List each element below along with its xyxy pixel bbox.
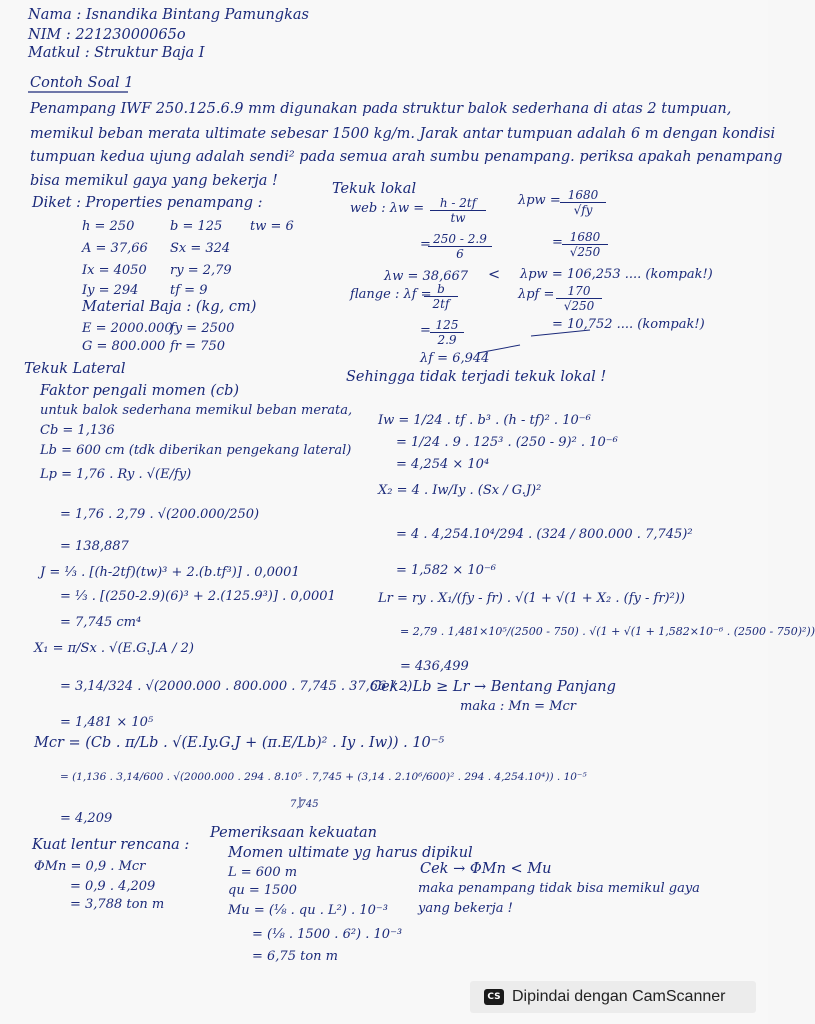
j-substitution: = ⅓ . [(250-2.9)(6)³ + 2.(125.9³)] . 0,0001 [60, 589, 336, 604]
prop-fy: fy = 2500 [170, 321, 235, 336]
prop-Sx: Sx = 324 [170, 241, 231, 256]
problem-line-4: bisa memikul gaya yang bekerja ! [30, 173, 278, 189]
x2-substitution: = 4 . 4,254.10⁴/294 . (324 / 800.000 . 7,745)² [396, 527, 693, 542]
x1-formula: X₁ = π/Sx . √(E.G.J.A / 2) [34, 641, 194, 656]
camscanner-badge [470, 981, 756, 1013]
scanned-page: Nama : Isnandika Bintang Pamungkas NIM : 22123000065o Matkul : Struktur Baja I Contoh Soal 1 Penampang IWF 250.125.6.9 mm digunakan pada struktur balok sederhana di atas 2 tumpuan, memikul beban merata ultimate sebesar 1500 kg/m. Jarak antar tumpuan adalah 6 m dengan kondisi tumpuan kedua ujung adalah sendi² pada semua arah sumbu penampang. periksa apakah penampang bisa memikul gaya yang bekerja ! Diket : Properties penampang : h = 250 b = 125 tw = 6 A = 37,66 Sx = 324 Ix = 4050 ry = 2,79 Iy = 294 tf = 9 Material Baja : (kg, cm) E = 2000.000 fy = 2500 G = 800.000 fr = 750 Tekuk lokal web : λw = $\frac{h - 2tf}{tw}$ = $\frac{250 - 2.9}{6}$ λw = 38,667 < λpw = $\frac{1680}{√fy}$ = $\frac{1680}{√250}$ λpw = 106,253 .... (kompak!) flange : λf = $\frac{b}{2tf}$ = $\frac{125}{2.9}$ λf = 6,944 λpf = $\frac{170}{√250}$ = 10,752 .... (kompak!) Sehingga tidak terjadi tekuk lokal ! Tekuk Lateral Faktor pengali momen (cb) untuk balok sederhana memikul beban merata, Cb = 1,136 Lb = 600 cm (tdk diberikan pengekang lateral) Lp = 1,76 . Ry . √(E/fy) = 1,76 . 2,79 . √(200.000/250) = 138,887 J = ⅓ . [(h-2tf)(tw)³ + 2.(b.tf³)] . 0,0001 = ⅓ . [(250-2.9)(6)³ + 2.(125.9³)] . 0,0001 = 7,745 cm⁴ X₁ = π/Sx . √(E.G.J.A / 2) = 3,14/324 . √(2000.000 . 800.000 . 7,745 . 37,66 / 2) = 1,481 × 10⁵ Iw = 1/24 . tf . b³ . (h - tf)² . 10⁻⁶ = 1/24 . 9 . 125³ . (250 - 9)² . 10⁻⁶ = 4,254 × 10⁴ X₂ = 4 . Iw/Iy . (Sx / G.J)² = 4 . 4,254.10⁴/294 . (324 / 800.000 . 7,745)² = 1,582 × 10⁻⁶ Lr = ry . X₁/(fy - fr) . √(1 + √(1 + X₂ . (fy - fr)²)) = 2,79 . 1,481×10⁵/(2500 - 750) . √(1 + √(1 + 1,582×10⁻⁶ . (2500 - 750)²)) = 436,499 Cek : Lb ≥ Lr → Bentang Panjang maka : Mn = Mcr Mcr = (Cb . π/Lb . √(E.Iy.G.J + (π.E/Lb)² . Iy . Iw)) . 10⁻⁵ = (1,136 . 3,14/600 . √(2000.000 . 294 . 8.10⁵ . 7,745 + (3,14 . 2.10⁶/600)² . 294 . 4,254.10⁴)) . 10⁻⁵ 7,745 = 4,209 Kuat lentur rencana : ΦMn = 0,9 . Mcr = 0,9 . 4,209 = 3,788 ton m Pemeriksaan kekuatan Momen ultimate yg harus dipikul L = 600 m qu = 1500 Mu = (⅛ . qu . L²) . 10⁻³ = (⅛ . 1500 . 6²) . 10⁻³ = 6,75 ton m Cek → ΦMn < Mu maka penampang tidak bisa memikul gaya yang bekerja ! CS Dipindai dengan CamScanner [0, 0, 768, 1024]
mcr-substitution: = (1,136 . 3,14/600 . √(2000.000 . 294 . 8.10⁵ . 7,745 + (3,14 . 2.10⁶/600)² . 294 . 4,254.10⁴)) . 10⁻⁵ [60, 771, 587, 783]
lb-value: Lb = 600 cm (tdk diberikan pengekang lateral) [40, 443, 352, 458]
prop-Ix: Ix = 4050 [82, 263, 147, 278]
mcr-result: = 4,209 [60, 811, 113, 826]
iw-result: = 4,254 × 10⁴ [396, 457, 490, 472]
conclusion-line-1: maka penampang tidak bisa memikul gaya [418, 881, 700, 896]
x2-formula: X₂ = 4 . Iw/Iy . (Sx / G.J)² [378, 483, 542, 498]
kekuatan-line-6: = 6,75 ton m [252, 949, 338, 964]
maka-mn: maka : Mn = Mcr [460, 699, 576, 714]
kekuatan-line-3: qu = 1500 [228, 883, 297, 898]
kuat-line-1: ΦMn = 0,9 . Mcr [34, 859, 146, 874]
kekuatan-line-1: Momen ultimate yg harus dipikul [228, 845, 473, 861]
flange-fraction: $\frac{b}{2tf}$ [424, 282, 458, 311]
diket-title: Diket : Properties penampang : [32, 195, 263, 211]
lateral-title: Tekuk Lateral [24, 361, 126, 377]
cek-bentang: Cek : Lb ≥ Lr → Bentang Panjang [370, 679, 616, 695]
problem-line-3: tumpuan kedua ujung adalah sendi² pada semua arah sumbu penampang. periksa apakah penampang [30, 149, 783, 165]
problem-line-2: memikul beban merata ultimate sebesar 1500 kg/m. Jarak antar tumpuan adalah 6 m dengan kondisi [30, 126, 776, 142]
mcr-formula: Mcr = (Cb . π/Lb . √(E.Iy.G.J + (π.E/Lb)² . Iy . Iw)) . 10⁻⁵ [34, 735, 445, 751]
prop-A: A = 37,66 [82, 241, 148, 256]
course-name: Matkul : Struktur Baja I [28, 45, 205, 61]
lokal-title: Tekuk lokal [332, 181, 417, 197]
lpw-sub-fraction: $\frac{1680}{√250}$ [562, 230, 608, 259]
prop-E: E = 2000.000 [82, 321, 173, 336]
web-fraction: $\frac{h - 2tf}{tw}$ [430, 196, 486, 225]
lp-formula: Lp = 1,76 . Ry . √(E/fy) [40, 467, 192, 482]
flange-sub-fraction: $\frac{125}{2.9}$ [430, 318, 464, 347]
lr-substitution: = 2,79 . 1,481×10⁵/(2500 - 750) . √(1 + √(1 + 1,582×10⁻⁶ . (2500 - 750)²)) [400, 625, 815, 638]
kuat-line-3: = 3,788 ton m [70, 897, 165, 912]
lateral-line-1: Faktor pengali momen (cb) [40, 383, 240, 399]
lt-sign: < [488, 267, 501, 283]
camscanner-text: Dipindai dengan CamScanner [512, 988, 726, 1005]
lr-result: = 436,499 [400, 659, 469, 674]
j-result: = 7,745 cm⁴ [60, 615, 142, 630]
camscanner-logo-icon: CS [484, 989, 504, 1005]
web-result: λw = 38,667 [384, 269, 469, 284]
lp-result: = 138,887 [60, 539, 129, 554]
lateral-line-2: untuk balok sederhana memikul beban merata, [40, 403, 353, 418]
x2-result: = 1,582 × 10⁻⁶ [396, 563, 497, 578]
cb-value: Cb = 1,136 [40, 423, 115, 438]
kuat-line-2: = 0,9 . 4,209 [70, 879, 156, 894]
prop-Iy: Iy = 294 [82, 283, 139, 298]
iw-substitution: = 1/24 . 9 . 125³ . (250 - 9)² . 10⁻⁶ [396, 435, 618, 450]
prop-h: h = 250 [82, 219, 135, 234]
material-label: Material Baja : (kg, cm) [82, 299, 257, 315]
lf-result: λf = 6,944 [420, 351, 490, 366]
lr-formula: Lr = ry . X₁/(fy - fr) . √(1 + √(1 + X₂ . (fy - fr)²)) [378, 591, 685, 606]
student-name: Nama : Isnandika Bintang Pamungkas [28, 7, 309, 23]
prop-tw: tw = 6 [250, 219, 294, 234]
lokal-conclusion: Sehingga tidak terjadi tekuk lokal ! [346, 369, 607, 385]
web-label: web : λw = [350, 201, 425, 216]
j-formula: J = ⅓ . [(h-2tf)(tw)³ + 2.(b.tf³)] . 0,0001 [40, 565, 300, 580]
iw-formula: Iw = 1/24 . tf . b³ . (h - tf)² . 10⁻⁶ [378, 413, 591, 428]
conclusion-line-2: yang bekerja ! [418, 901, 513, 916]
lp-substitution: = 1,76 . 2,79 . √(200.000/250) [60, 507, 260, 522]
lpf-fraction: $\frac{170}{√250}$ [556, 284, 602, 313]
lpf-label: λpf = [518, 287, 555, 302]
student-nim: NIM : 22123000065o [28, 27, 186, 43]
problem-line-1: Penampang IWF 250.125.6.9 mm digunakan pada struktur balok sederhana di atas 2 tumpuan, [30, 101, 732, 117]
lpw-fraction: $\frac{1680}{√fy}$ [560, 188, 606, 217]
lpw-label: λpw = [518, 193, 561, 208]
x1-substitution: = 3,14/324 . √(2000.000 . 800.000 . 7,745 . 37,66 / 2) [60, 679, 413, 694]
problem-title: Contoh Soal 1 [30, 75, 134, 91]
prop-ry: ry = 2,79 [170, 263, 232, 278]
kekuatan-title: Pemeriksaan kekuatan [210, 825, 377, 841]
prop-fr: fr = 750 [170, 339, 225, 354]
cek-moment: Cek → ΦMn < Mu [420, 861, 552, 877]
flange-label: flange : λf = [350, 287, 432, 302]
prop-tf: tf = 9 [170, 283, 208, 298]
kekuatan-line-4: Mu = (⅛ . qu . L²) . 10⁻³ [228, 903, 388, 918]
web-sub-fraction: $\frac{250 - 2.9}{6}$ [428, 232, 492, 261]
mcr-note: 7,745 [290, 799, 319, 810]
x1-result: = 1,481 × 10⁵ [60, 715, 154, 730]
kekuatan-line-5: = (⅛ . 1500 . 6²) . 10⁻³ [252, 927, 403, 942]
kekuatan-line-2: L = 600 m [228, 865, 298, 880]
lpf-result: = 10,752 .... (kompak!) [552, 317, 705, 332]
prop-G: G = 800.000 [82, 339, 166, 354]
prop-b: b = 125 [170, 219, 223, 234]
kuat-title: Kuat lentur rencana : [32, 837, 190, 853]
lpw-result: λpw = 106,253 .... (kompak!) [520, 267, 713, 282]
